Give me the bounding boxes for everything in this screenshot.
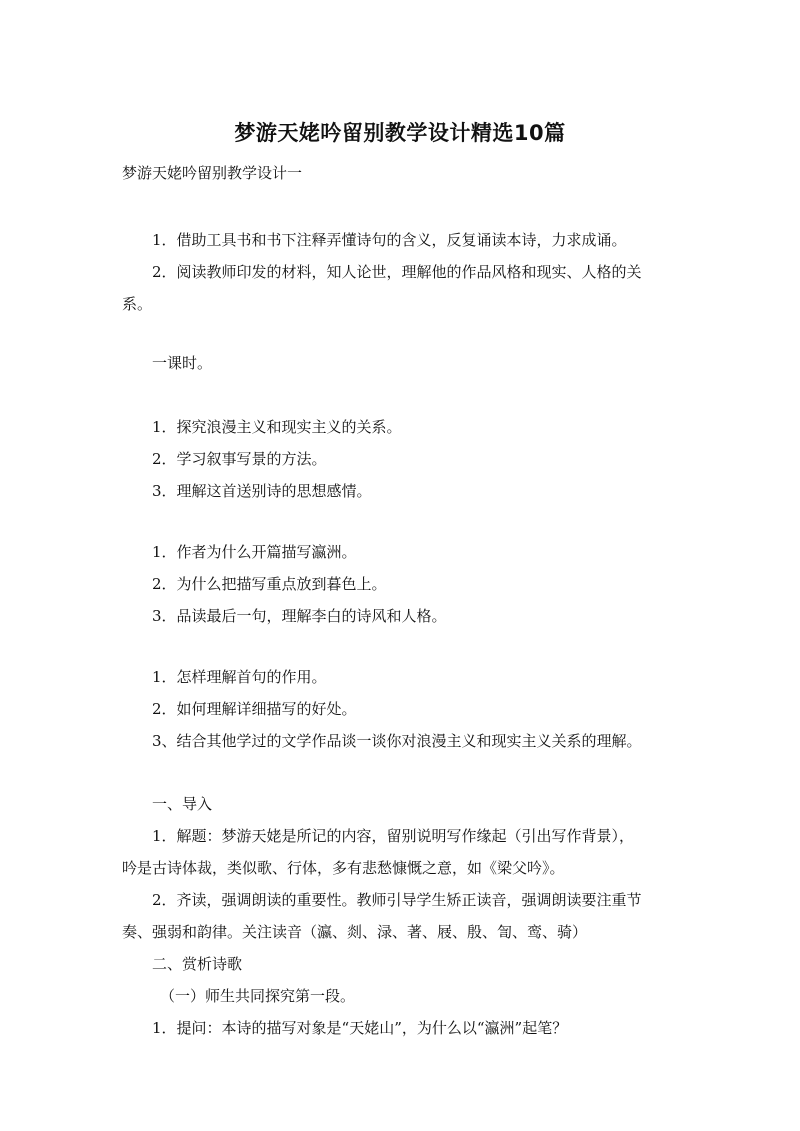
paragraph-line: 2．如何理解详细描写的好处。 [152, 700, 357, 718]
paragraph-line: 1．提问：本诗的描写对象是“天姥山”，为什么以“瀛洲”起笔？ [152, 1019, 568, 1037]
paragraph-line: 系。 [122, 295, 153, 313]
document-subtitle: 梦游天姥吟留别教学设计一 [122, 164, 303, 182]
paragraph-line: 3、结合其他学过的文学作品谈一谈你对浪漫主义和现实主义关系的理解。 [152, 732, 642, 750]
paragraph-line: 2．学习叙事写景的方法。 [152, 450, 327, 468]
document-title: 梦游天姥吟留别教学设计精选10篇 [234, 121, 566, 145]
subsection-heading: （一）师生共同探究第一段。 [160, 987, 356, 1005]
paragraph-line: 3．品读最后一句，理解李白的诗风和人格。 [152, 607, 447, 625]
paragraph-line: 吟是古诗体裁，类似歌、行体，多有悲愁慷慨之意，如《梁父吟》。 [122, 859, 565, 877]
paragraph-line: 1．解题：梦游天姥是所记的内容，留别说明写作缘起（引出写作背景）， [152, 827, 635, 845]
paragraph-line: 1．怎样理解首句的作用。 [152, 668, 327, 686]
paragraph-line: 1．借助工具书和书下注释弄懂诗句的含义，反复诵读本诗，力求成诵。 [152, 231, 627, 249]
section-heading: 二、赏析诗歌 [152, 955, 243, 973]
paragraph-line: 1．探究浪漫主义和现实主义的关系。 [152, 418, 402, 436]
paragraph-line: 2．为什么把描写重点放到暮色上。 [152, 575, 387, 593]
paragraph-line: 奏、强弱和韵律。关注读音（瀛、剡、渌、著、屐、殷、訇、鸾、骑） [122, 923, 588, 941]
paragraph-line: 2．齐读，强调朗读的重要性。教师引导学生矫正读音，强调朗读要注重节 [152, 891, 642, 909]
paragraph-line: 3．理解这首送别诗的思想感情。 [152, 482, 372, 500]
paragraph-line: 2．阅读教师印发的材料，知人论世，理解他的作品风格和现实、人格的关 [152, 263, 642, 281]
section-heading: 一、导入 [152, 795, 213, 813]
paragraph-line: 1．作者为什么开篇描写瀛洲。 [152, 543, 357, 561]
paragraph-line: 一课时。 [152, 354, 213, 372]
